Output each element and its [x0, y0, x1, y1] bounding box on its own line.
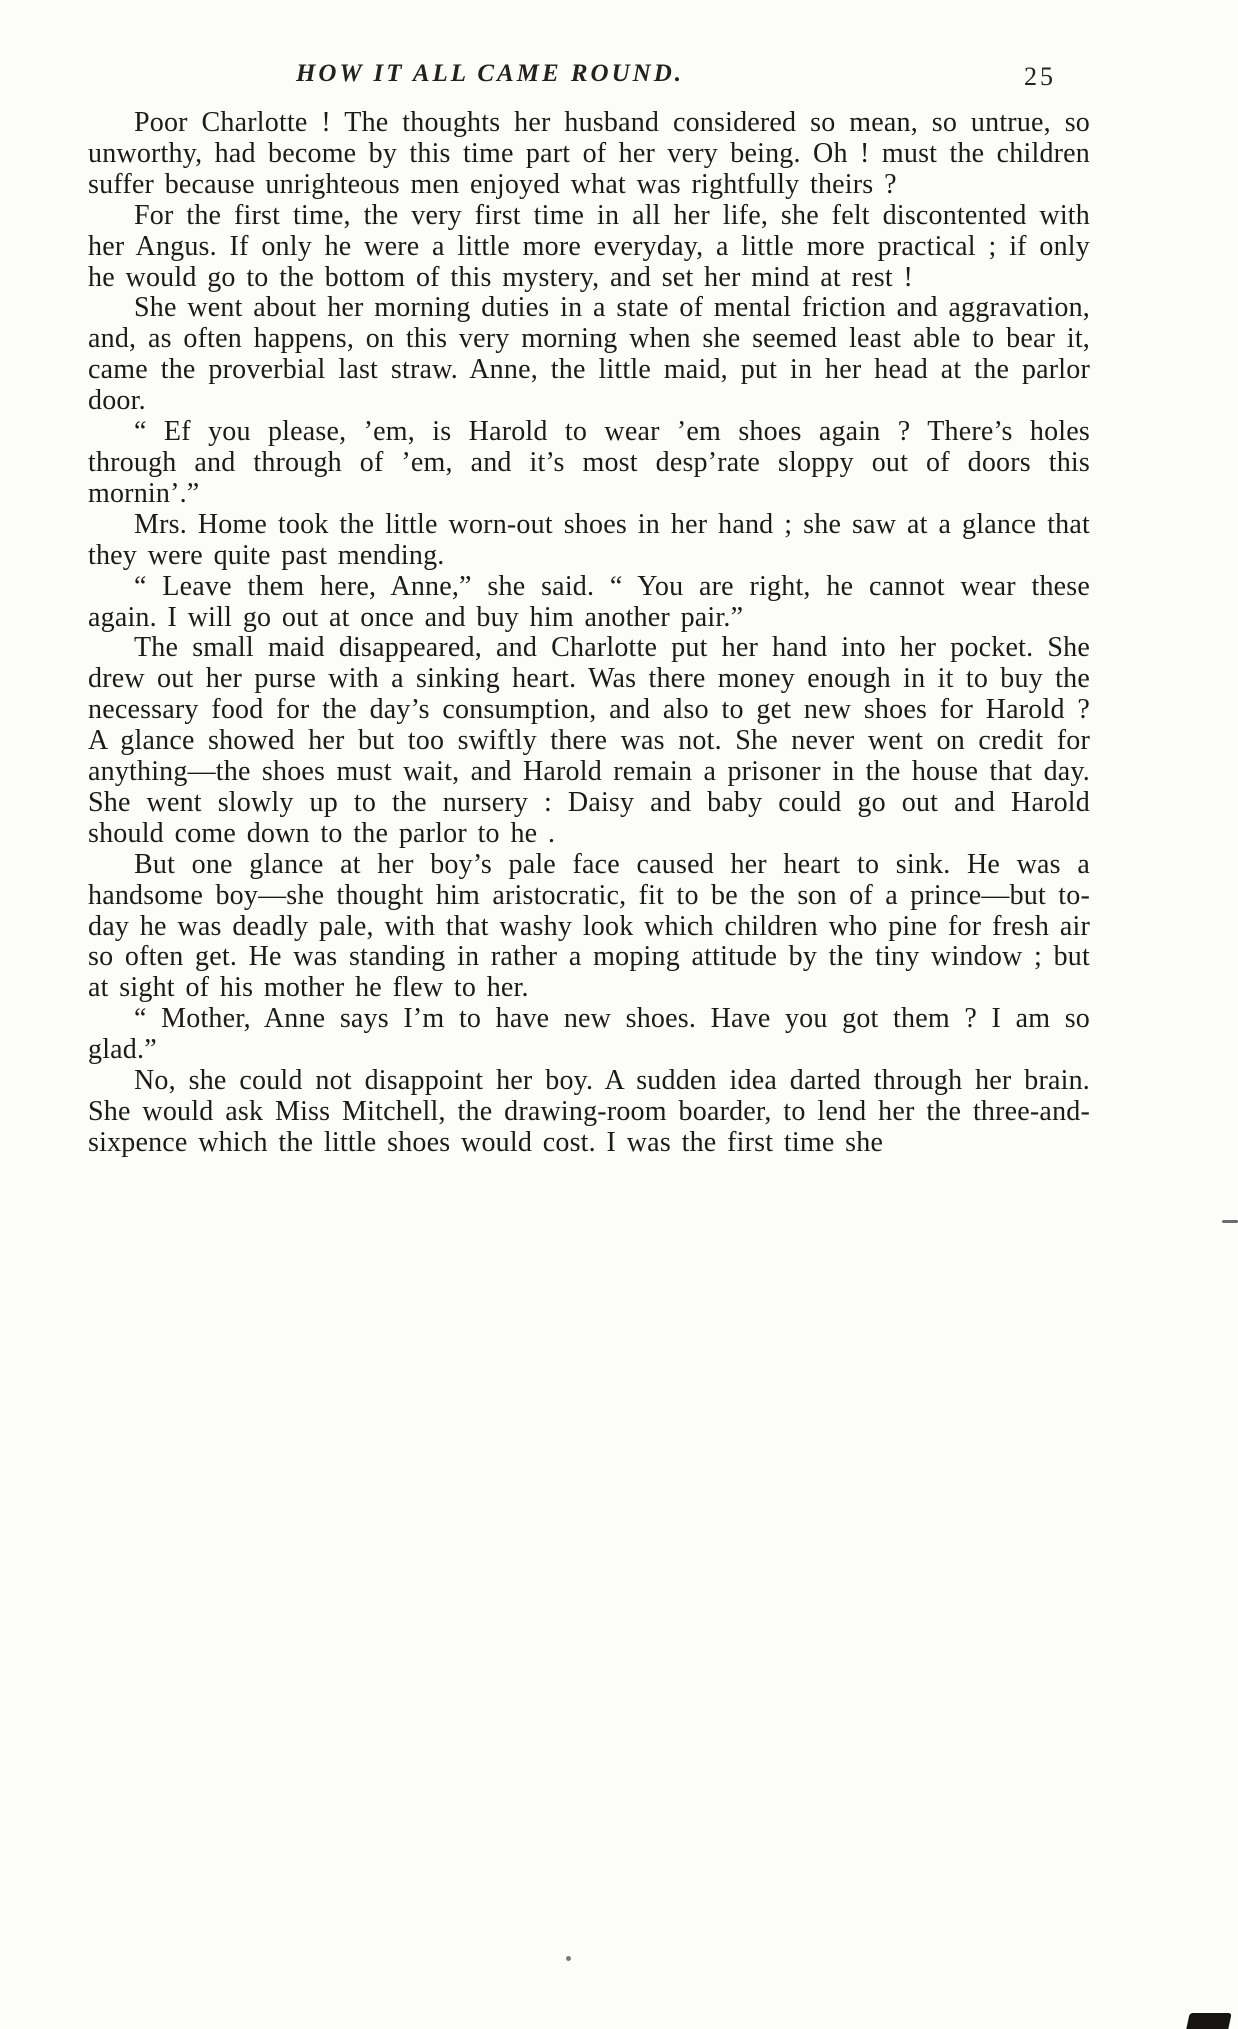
paragraph: But one glance at her boy’s pale face caused her heart to sink. He was a handsome boy—she thought him aristocratic, fit to be the son of a prince—but to-day he was deadly pale, with that washy look which children who pine for fresh air so often get. He was standing in rather a moping attitude by the tiny window ; but at sight of his mother he flew to her.	[88, 848, 1090, 1004]
running-title: HOW IT ALL CAME ROUND.	[295, 60, 685, 87]
scan-artifact-dash	[1222, 1220, 1238, 1223]
paragraph: No, she could not disappoint her boy. A sudden idea darted through her brain. She would ask Miss Mitchell, the drawing-room boarder, to lend her the three-and-sixpence which the little shoes would cost. I was the first time she	[88, 1065, 1090, 1158]
paragraph: For the first time, the very first time in all her life, she felt discontented with her Angus. If only he were a little more everyday, a little more practical ; if only he would go to the bottom of this mystery, and set her mind at rest !	[88, 199, 1090, 293]
page-number: 25	[1024, 62, 1056, 91]
paragraph: “ Mother, Anne says I’m to have new shoes. Have you got them ? I am so glad.”	[88, 1003, 1090, 1066]
paragraph: She went about her morning duties in a state of mental friction and aggravation, and, as often happens, on this very morning when she seemed least able to bear it, came the proverbial last straw. Anne, the little maid, put in her head at the parlor door.	[88, 292, 1090, 417]
paragraph: Mrs. Home took the little worn-out shoes in her hand ; she saw at a glance that they were quite past mending.	[88, 508, 1090, 571]
page-body	[88, 108, 1090, 1159]
paragraph: “ Leave them here, Anne,” she said. “ You are right, he cannot wear these again. I will go out at once and buy him another pair.”	[88, 570, 1090, 633]
page-header	[88, 60, 1090, 98]
scan-artifact-corner-mark	[1186, 2013, 1231, 2029]
paragraph: Poor Charlotte ! The thoughts her husband considered so mean, so untrue, so unworthy, had become by this time part of her very being. Oh ! must the children suffer because unrighteous men enjoyed what was rightfully theirs ?	[88, 107, 1090, 200]
scan-artifact-dot	[566, 1956, 571, 1961]
paragraph: The small maid disappeared, and Charlotte put her hand into her pocket. She drew out her purse with a sinking heart. Was there money enough in it to buy the necessary food for the day’s consumption, and also to get new shoes for Harold ? A glance showed her but too swiftly there was not. She never went on credit for anything—the shoes must wait, and Harold remain a prisoner in the house that day. She went slowly up to the nursery : Daisy and baby could go out and Harold should come down to the parlor to he .	[88, 632, 1090, 849]
paragraph: “ Ef you please, ’em, is Harold to wear ’em shoes again ? There’s holes through and through of ’em, and it’s most desp’rate sloppy out of doors this mornin’.”	[88, 416, 1090, 509]
